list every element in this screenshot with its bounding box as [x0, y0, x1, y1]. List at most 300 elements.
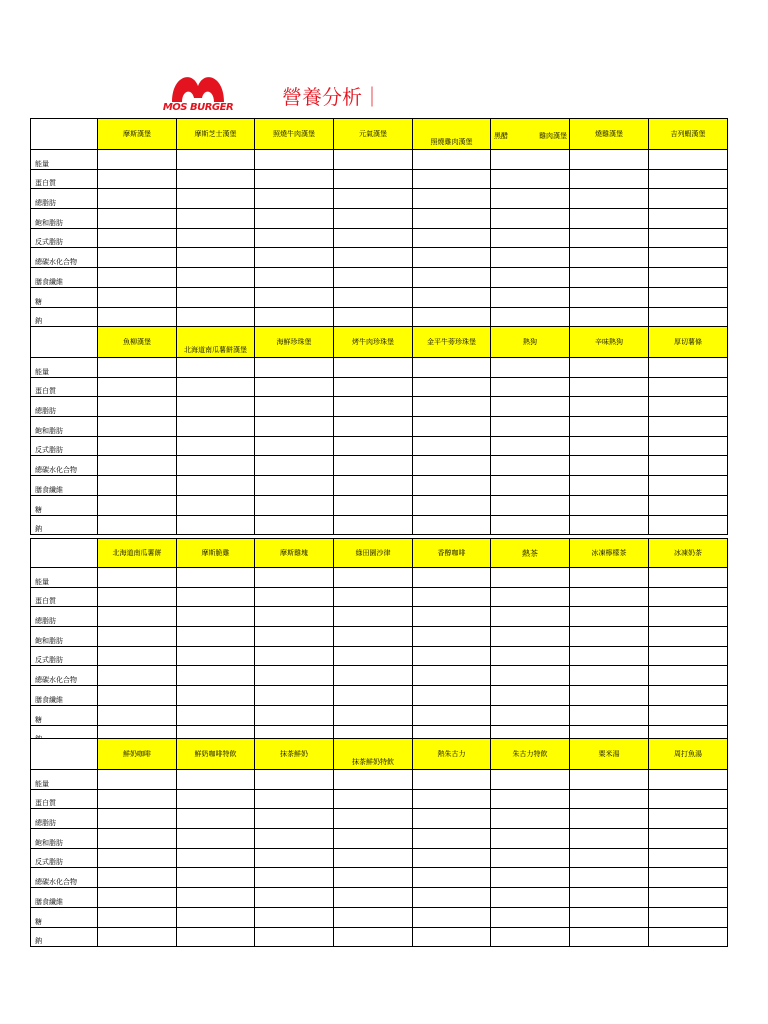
value-cell	[570, 397, 649, 417]
value-cell	[413, 848, 491, 868]
nutrient-label: 鈉	[31, 307, 98, 327]
nutrient-row	[31, 686, 728, 706]
nutrient-row	[31, 809, 728, 829]
nutrient-row	[31, 607, 728, 627]
value-cell	[334, 907, 413, 927]
item-header: 海鮮珍珠堡	[255, 327, 334, 358]
table-header-row	[31, 119, 728, 150]
value-cell	[491, 209, 570, 229]
value-cell	[413, 495, 491, 515]
nutrient-row	[31, 848, 728, 868]
nutrient-row	[31, 268, 728, 288]
value-cell	[177, 169, 255, 189]
nutrient-row	[31, 868, 728, 888]
nutrient-row	[31, 705, 728, 725]
value-cell	[413, 150, 491, 170]
item-header: 鮮奶咖啡特飲	[177, 739, 255, 770]
value-cell	[649, 417, 728, 437]
value-cell	[334, 666, 413, 686]
value-cell	[98, 358, 177, 378]
value-cell	[334, 248, 413, 268]
value-cell	[255, 397, 334, 417]
value-cell	[255, 209, 334, 229]
value-cell	[413, 907, 491, 927]
nutrient-label: 總碳水化合物	[31, 666, 98, 686]
value-cell	[649, 809, 728, 829]
value-cell	[491, 666, 570, 686]
value-cell	[98, 287, 177, 307]
value-cell	[334, 927, 413, 947]
value-cell	[413, 287, 491, 307]
value-cell	[98, 848, 177, 868]
table-header-row	[31, 739, 728, 770]
value-cell	[98, 456, 177, 476]
item-header: 元氣漢堡	[334, 119, 413, 150]
value-cell	[98, 809, 177, 829]
value-cell	[649, 169, 728, 189]
value-cell	[177, 189, 255, 209]
value-cell	[649, 666, 728, 686]
value-cell	[177, 848, 255, 868]
value-cell	[570, 646, 649, 666]
value-cell	[491, 377, 570, 397]
value-cell	[334, 169, 413, 189]
value-cell	[649, 868, 728, 888]
value-cell	[98, 568, 177, 588]
value-cell	[413, 228, 491, 248]
value-cell	[255, 848, 334, 868]
nutrient-row	[31, 287, 728, 307]
value-cell	[98, 666, 177, 686]
item-header: 摩斯雞塊	[255, 539, 334, 568]
value-cell	[255, 607, 334, 627]
value-cell	[649, 888, 728, 908]
value-cell	[177, 476, 255, 496]
nutrition-table-1	[30, 118, 728, 327]
nutrient-label: 飽和脂肪	[31, 829, 98, 849]
item-header: 鮮奶咖啡	[98, 739, 177, 770]
value-cell	[98, 515, 177, 535]
value-cell	[334, 456, 413, 476]
value-cell	[255, 189, 334, 209]
value-cell	[98, 248, 177, 268]
value-cell	[570, 789, 649, 809]
value-cell	[413, 568, 491, 588]
value-cell	[177, 770, 255, 790]
nutrient-label: 鈉	[31, 515, 98, 535]
value-cell	[649, 829, 728, 849]
value-cell	[570, 189, 649, 209]
value-cell	[649, 907, 728, 927]
value-cell	[491, 169, 570, 189]
value-cell	[413, 417, 491, 437]
nutrient-row	[31, 436, 728, 456]
value-cell	[413, 868, 491, 888]
value-cell	[649, 848, 728, 868]
nutrient-label: 膳食纖維	[31, 476, 98, 496]
value-cell	[334, 848, 413, 868]
item-header	[491, 119, 570, 150]
value-cell	[98, 646, 177, 666]
value-cell	[413, 666, 491, 686]
value-cell	[177, 607, 255, 627]
value-cell	[413, 587, 491, 607]
value-cell	[649, 607, 728, 627]
value-cell	[177, 868, 255, 888]
item-header: 朱古力特飲	[491, 739, 570, 770]
nutrient-rows	[31, 770, 728, 947]
item-header: 北海道南瓜薯餅	[98, 539, 177, 568]
value-cell	[649, 515, 728, 535]
item-header: 摩斯芝士漢堡	[177, 119, 255, 150]
value-cell	[491, 927, 570, 947]
value-cell	[570, 809, 649, 829]
value-cell	[177, 888, 255, 908]
nutrient-label: 膳食纖維	[31, 888, 98, 908]
nutrient-label: 總脂肪	[31, 397, 98, 417]
value-cell	[413, 686, 491, 706]
value-cell	[98, 436, 177, 456]
nutrient-label: 飽和脂肪	[31, 209, 98, 229]
value-cell	[491, 307, 570, 327]
nutrient-label: 能量	[31, 150, 98, 170]
value-cell	[649, 248, 728, 268]
value-cell	[177, 515, 255, 535]
nutrient-label: 蛋白質	[31, 169, 98, 189]
value-cell	[413, 209, 491, 229]
nutrient-label: 反式脂肪	[31, 228, 98, 248]
nutrient-label: 蛋白質	[31, 789, 98, 809]
value-cell	[98, 607, 177, 627]
nutrient-label: 蛋白質	[31, 587, 98, 607]
value-cell	[491, 789, 570, 809]
value-cell	[98, 495, 177, 515]
value-cell	[413, 248, 491, 268]
value-cell	[491, 397, 570, 417]
value-cell	[177, 789, 255, 809]
value-cell	[649, 456, 728, 476]
value-cell	[334, 495, 413, 515]
nutrient-label: 糖	[31, 907, 98, 927]
value-cell	[255, 770, 334, 790]
item-header-left: 黑醋	[494, 132, 508, 140]
nutrient-rows	[31, 568, 728, 745]
value-cell	[334, 515, 413, 535]
value-cell	[177, 150, 255, 170]
value-cell	[255, 358, 334, 378]
value-cell	[570, 287, 649, 307]
value-cell	[649, 358, 728, 378]
value-cell	[649, 789, 728, 809]
nutrient-row	[31, 907, 728, 927]
value-cell	[177, 456, 255, 476]
nutrient-row	[31, 927, 728, 947]
value-cell	[255, 515, 334, 535]
value-cell	[98, 888, 177, 908]
value-cell	[98, 209, 177, 229]
value-cell	[334, 307, 413, 327]
nutrient-row	[31, 150, 728, 170]
value-cell	[255, 809, 334, 829]
value-cell	[98, 829, 177, 849]
value-cell	[334, 268, 413, 288]
item-header: 粟米湯	[570, 739, 649, 770]
item-header: 烤牛肉珍珠堡	[334, 327, 413, 358]
value-cell	[491, 228, 570, 248]
item-header: 厚切薯條	[649, 327, 728, 358]
value-cell	[98, 587, 177, 607]
value-cell	[570, 358, 649, 378]
corner-cell	[31, 539, 98, 568]
nutrient-row	[31, 189, 728, 209]
value-cell	[334, 228, 413, 248]
nutrient-row	[31, 568, 728, 588]
page-title: 營養分析｜	[282, 85, 382, 109]
value-cell	[570, 495, 649, 515]
nutrient-label: 反式脂肪	[31, 848, 98, 868]
value-cell	[177, 377, 255, 397]
value-cell	[491, 476, 570, 496]
nutrient-label: 能量	[31, 358, 98, 378]
value-cell	[334, 789, 413, 809]
item-header: 照燒牛肉漢堡	[255, 119, 334, 150]
value-cell	[177, 927, 255, 947]
value-cell	[255, 686, 334, 706]
item-header: 吉列蝦漢堡	[649, 119, 728, 150]
value-cell	[570, 248, 649, 268]
item-header: 熱狗	[491, 327, 570, 358]
value-cell	[413, 189, 491, 209]
value-cell	[570, 705, 649, 725]
item-header: 冰凍奶茶	[649, 539, 728, 568]
nutrient-label: 膳食纖維	[31, 268, 98, 288]
value-cell	[491, 436, 570, 456]
item-header: 抹茶鮮奶特飲	[334, 739, 413, 770]
value-cell	[413, 927, 491, 947]
value-cell	[98, 627, 177, 647]
item-header: 綠田園沙律	[334, 539, 413, 568]
value-cell	[413, 476, 491, 496]
item-header: 照燒雞肉漢堡	[413, 119, 491, 150]
value-cell	[570, 476, 649, 496]
value-cell	[334, 646, 413, 666]
value-cell	[413, 358, 491, 378]
value-cell	[413, 377, 491, 397]
nutrient-row	[31, 248, 728, 268]
value-cell	[649, 476, 728, 496]
value-cell	[491, 150, 570, 170]
value-cell	[177, 568, 255, 588]
value-cell	[413, 705, 491, 725]
value-cell	[177, 907, 255, 927]
value-cell	[255, 248, 334, 268]
value-cell	[491, 686, 570, 706]
value-cell	[334, 607, 413, 627]
nutrient-row	[31, 377, 728, 397]
value-cell	[413, 789, 491, 809]
value-cell	[491, 705, 570, 725]
corner-cell	[31, 739, 98, 770]
value-cell	[255, 495, 334, 515]
value-cell	[177, 686, 255, 706]
value-cell	[570, 927, 649, 947]
value-cell	[334, 829, 413, 849]
nutrient-row	[31, 829, 728, 849]
value-cell	[570, 607, 649, 627]
value-cell	[98, 169, 177, 189]
value-cell	[570, 209, 649, 229]
value-cell	[413, 770, 491, 790]
value-cell	[255, 268, 334, 288]
value-cell	[255, 927, 334, 947]
nutrient-row	[31, 515, 728, 535]
value-cell	[255, 789, 334, 809]
value-cell	[413, 646, 491, 666]
value-cell	[413, 607, 491, 627]
value-cell	[649, 495, 728, 515]
value-cell	[177, 397, 255, 417]
nutrition-table-4	[30, 738, 728, 947]
value-cell	[255, 377, 334, 397]
value-cell	[334, 150, 413, 170]
value-cell	[413, 169, 491, 189]
value-cell	[570, 417, 649, 437]
logo-wordmark: MOS BURGER	[162, 102, 234, 113]
nutrient-label: 總碳水化合物	[31, 868, 98, 888]
nutrient-label: 糖	[31, 495, 98, 515]
value-cell	[570, 666, 649, 686]
value-cell	[255, 627, 334, 647]
nutrient-rows	[31, 358, 728, 535]
value-cell	[177, 268, 255, 288]
value-cell	[98, 907, 177, 927]
value-cell	[570, 888, 649, 908]
value-cell	[649, 228, 728, 248]
value-cell	[177, 209, 255, 229]
value-cell	[255, 436, 334, 456]
value-cell	[177, 666, 255, 686]
value-cell	[491, 888, 570, 908]
value-cell	[334, 587, 413, 607]
nutrient-row	[31, 666, 728, 686]
value-cell	[570, 377, 649, 397]
value-cell	[649, 646, 728, 666]
value-cell	[570, 829, 649, 849]
value-cell	[98, 189, 177, 209]
nutrient-row	[31, 169, 728, 189]
value-cell	[491, 809, 570, 829]
nutrient-label: 蛋白質	[31, 377, 98, 397]
value-cell	[413, 456, 491, 476]
value-cell	[413, 627, 491, 647]
value-cell	[177, 809, 255, 829]
value-cell	[649, 189, 728, 209]
value-cell	[649, 627, 728, 647]
nutrient-row	[31, 495, 728, 515]
nutrient-row	[31, 228, 728, 248]
nutrient-label: 總脂肪	[31, 189, 98, 209]
nutrient-row	[31, 789, 728, 809]
value-cell	[334, 809, 413, 829]
value-cell	[334, 627, 413, 647]
value-cell	[255, 307, 334, 327]
item-header: 摩斯脆雞	[177, 539, 255, 568]
value-cell	[255, 868, 334, 888]
nutrient-row	[31, 417, 728, 437]
value-cell	[255, 417, 334, 437]
value-cell	[255, 228, 334, 248]
value-cell	[255, 476, 334, 496]
value-cell	[255, 287, 334, 307]
value-cell	[177, 248, 255, 268]
value-cell	[98, 268, 177, 288]
item-header: 北海道南瓜薯餅漢堡	[177, 327, 255, 358]
nutrient-label: 反式脂肪	[31, 436, 98, 456]
table-header-row	[31, 539, 728, 568]
value-cell	[334, 568, 413, 588]
nutrient-row	[31, 770, 728, 790]
item-header: 熱朱古力	[413, 739, 491, 770]
value-cell	[177, 829, 255, 849]
value-cell	[177, 587, 255, 607]
nutrient-row	[31, 587, 728, 607]
value-cell	[334, 770, 413, 790]
value-cell	[570, 515, 649, 535]
value-cell	[255, 456, 334, 476]
value-cell	[570, 228, 649, 248]
value-cell	[570, 686, 649, 706]
item-header-right: 雞肉漢堡	[539, 132, 567, 140]
value-cell	[570, 436, 649, 456]
value-cell	[334, 189, 413, 209]
value-cell	[255, 568, 334, 588]
item-header: 香醇咖啡	[413, 539, 491, 568]
value-cell	[491, 495, 570, 515]
value-cell	[98, 150, 177, 170]
value-cell	[413, 307, 491, 327]
value-cell	[570, 848, 649, 868]
nutrient-row	[31, 358, 728, 378]
nutrient-row	[31, 209, 728, 229]
value-cell	[570, 456, 649, 476]
item-header: 抹茶鮮奶	[255, 739, 334, 770]
value-cell	[255, 587, 334, 607]
value-cell	[570, 907, 649, 927]
value-cell	[491, 189, 570, 209]
corner-cell	[31, 119, 98, 150]
value-cell	[570, 868, 649, 888]
nutrient-label: 飽和脂肪	[31, 417, 98, 437]
value-cell	[334, 397, 413, 417]
nutrient-row	[31, 646, 728, 666]
value-cell	[649, 397, 728, 417]
value-cell	[98, 927, 177, 947]
value-cell	[255, 907, 334, 927]
nutrient-label: 反式脂肪	[31, 646, 98, 666]
value-cell	[413, 515, 491, 535]
value-cell	[98, 686, 177, 706]
value-cell	[570, 268, 649, 288]
value-cell	[98, 476, 177, 496]
value-cell	[413, 829, 491, 849]
value-cell	[413, 268, 491, 288]
value-cell	[570, 307, 649, 327]
nutrition-table-3	[30, 538, 728, 745]
value-cell	[491, 607, 570, 627]
value-cell	[491, 646, 570, 666]
value-cell	[98, 228, 177, 248]
corner-cell	[31, 327, 98, 358]
